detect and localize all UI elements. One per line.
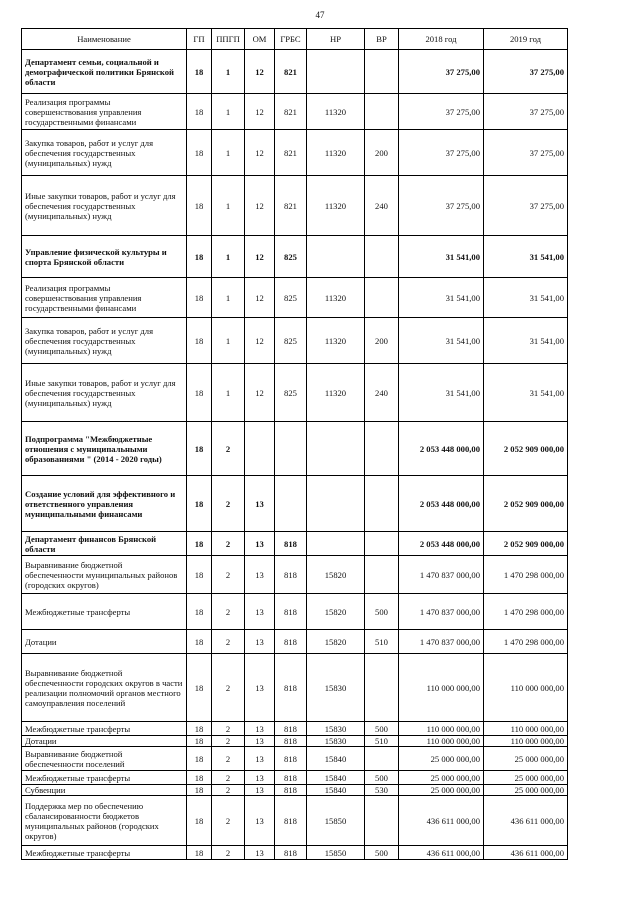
row-om-cell: 13 [245, 785, 275, 796]
row-gp-cell: 18 [187, 846, 212, 860]
row-nr-cell: 11320 [307, 318, 365, 364]
row-vr-cell [365, 747, 399, 771]
table-row [22, 236, 568, 278]
row-2018-cell: 37 275,00 [399, 50, 484, 94]
row-pgp-cell: 2 [212, 846, 245, 860]
row-2018-cell: 31 541,00 [399, 236, 484, 278]
row-grbs-cell: 818 [275, 556, 307, 594]
row-2019-cell: 37 275,00 [484, 50, 568, 94]
row-name-cell: Выравнивание бюджетной обеспеченности поселений [22, 747, 187, 771]
row-vr-cell: 500 [365, 594, 399, 630]
row-gp-cell: 18 [187, 422, 212, 476]
table-row [22, 94, 568, 130]
row-grbs-cell: 818 [275, 654, 307, 722]
row-om-cell: 13 [245, 771, 275, 785]
row-name-cell: Поддержка мер по обеспечению сбалансированности бюджетов муниципальных районов (городских округов) [22, 796, 187, 846]
table-row [22, 476, 568, 532]
row-2018-cell: 2 053 448 000,00 [399, 532, 484, 556]
row-vr-cell: 240 [365, 176, 399, 236]
row-2019-cell: 2 052 909 000,00 [484, 422, 568, 476]
table-row [22, 771, 568, 785]
row-pgp-cell: 1 [212, 236, 245, 278]
row-grbs-cell: 818 [275, 594, 307, 630]
row-vr-cell [365, 422, 399, 476]
row-pgp-cell: 1 [212, 94, 245, 130]
table-row [22, 176, 568, 236]
row-2019-cell: 110 000 000,00 [484, 654, 568, 722]
row-name-cell: Департамент семьи, социальной и демографической политики Брянской области [22, 50, 187, 94]
row-vr-cell [365, 236, 399, 278]
row-gp-cell: 18 [187, 747, 212, 771]
row-vr-cell [365, 50, 399, 94]
row-vr-cell: 240 [365, 364, 399, 422]
row-nr-cell: 15830 [307, 736, 365, 747]
row-nr-cell: 15840 [307, 771, 365, 785]
row-2018-cell: 31 541,00 [399, 318, 484, 364]
row-vr-cell: 500 [365, 722, 399, 736]
row-2019-cell: 2 052 909 000,00 [484, 476, 568, 532]
row-2019-cell: 31 541,00 [484, 364, 568, 422]
row-vr-cell [365, 654, 399, 722]
row-grbs-cell [275, 422, 307, 476]
budget-table [21, 28, 568, 860]
row-nr-cell: 11320 [307, 278, 365, 318]
row-2019-cell: 37 275,00 [484, 130, 568, 176]
row-2018-cell: 436 611 000,00 [399, 796, 484, 846]
table-row [22, 654, 568, 722]
row-nr-cell: 15850 [307, 796, 365, 846]
table-row [22, 50, 568, 94]
row-2019-cell: 37 275,00 [484, 94, 568, 130]
row-gp-cell: 18 [187, 771, 212, 785]
row-vr-cell: 200 [365, 130, 399, 176]
row-gp-cell: 18 [187, 556, 212, 594]
row-om-cell: 12 [245, 364, 275, 422]
row-nr-cell [307, 476, 365, 532]
row-name-cell: Межбюджетные трансферты [22, 594, 187, 630]
row-nr-cell: 11320 [307, 94, 365, 130]
row-om-cell: 12 [245, 94, 275, 130]
row-vr-cell: 500 [365, 846, 399, 860]
table-row [22, 532, 568, 556]
row-grbs-cell: 818 [275, 736, 307, 747]
row-grbs-cell [275, 476, 307, 532]
row-nr-cell [307, 50, 365, 94]
row-vr-cell: 510 [365, 736, 399, 747]
row-pgp-cell: 2 [212, 747, 245, 771]
row-gp-cell: 18 [187, 796, 212, 846]
row-2019-cell: 37 275,00 [484, 176, 568, 236]
row-grbs-cell: 818 [275, 796, 307, 846]
row-om-cell: 13 [245, 654, 275, 722]
row-pgp-cell: 2 [212, 532, 245, 556]
row-om-cell: 13 [245, 796, 275, 846]
page-number: 47 [315, 10, 325, 20]
row-2019-cell: 25 000 000,00 [484, 771, 568, 785]
row-om-cell: 13 [245, 556, 275, 594]
row-vr-cell [365, 532, 399, 556]
row-name-cell: Межбюджетные трансферты [22, 846, 187, 860]
row-gp-cell: 18 [187, 364, 212, 422]
row-vr-cell [365, 556, 399, 594]
row-pgp-cell: 2 [212, 556, 245, 594]
row-gp-cell: 18 [187, 654, 212, 722]
row-grbs-cell: 818 [275, 771, 307, 785]
row-gp-cell: 18 [187, 722, 212, 736]
row-2019-cell: 110 000 000,00 [484, 736, 568, 747]
row-om-cell: 13 [245, 532, 275, 556]
row-2018-cell: 25 000 000,00 [399, 747, 484, 771]
row-2018-cell: 1 470 837 000,00 [399, 594, 484, 630]
row-pgp-cell: 1 [212, 50, 245, 94]
row-2019-cell: 31 541,00 [484, 278, 568, 318]
row-gp-cell: 18 [187, 594, 212, 630]
row-om-cell: 12 [245, 318, 275, 364]
row-nr-cell: 15840 [307, 785, 365, 796]
row-gp-cell: 18 [187, 176, 212, 236]
row-grbs-cell: 818 [275, 722, 307, 736]
row-om-cell: 13 [245, 594, 275, 630]
row-vr-cell [365, 476, 399, 532]
row-grbs-cell: 818 [275, 630, 307, 654]
row-pgp-cell: 2 [212, 654, 245, 722]
row-2019-cell: 436 611 000,00 [484, 796, 568, 846]
header-name: Наименование [22, 29, 187, 50]
row-grbs-cell: 821 [275, 176, 307, 236]
row-grbs-cell: 821 [275, 94, 307, 130]
row-2018-cell: 25 000 000,00 [399, 785, 484, 796]
row-gp-cell: 18 [187, 50, 212, 94]
row-2018-cell: 1 470 837 000,00 [399, 630, 484, 654]
row-name-cell: Закупка товаров, работ и услуг для обеспечения государственных (муниципальных) нужд [22, 130, 187, 176]
row-name-cell: Реализация программы совершенствования управления государственными финансами [22, 94, 187, 130]
row-gp-cell: 18 [187, 630, 212, 654]
table-row [22, 556, 568, 594]
table-header-row [22, 29, 568, 50]
header-om: ОМ [245, 29, 275, 50]
row-pgp-cell: 1 [212, 176, 245, 236]
row-grbs-cell: 825 [275, 364, 307, 422]
row-pgp-cell: 2 [212, 594, 245, 630]
row-vr-cell: 530 [365, 785, 399, 796]
row-om-cell: 12 [245, 176, 275, 236]
row-om-cell: 13 [245, 630, 275, 654]
row-om-cell: 12 [245, 278, 275, 318]
row-grbs-cell: 825 [275, 278, 307, 318]
row-2019-cell: 25 000 000,00 [484, 747, 568, 771]
row-2019-cell: 1 470 298 000,00 [484, 630, 568, 654]
row-2018-cell: 37 275,00 [399, 176, 484, 236]
row-pgp-cell: 1 [212, 130, 245, 176]
row-name-cell: Выравнивание бюджетной обеспеченности городских округов в части реализации полномочий органов местного самоуправления поселений [22, 654, 187, 722]
row-2018-cell: 436 611 000,00 [399, 846, 484, 860]
row-nr-cell [307, 532, 365, 556]
row-2018-cell: 1 470 837 000,00 [399, 556, 484, 594]
row-om-cell: 13 [245, 747, 275, 771]
row-2019-cell: 110 000 000,00 [484, 722, 568, 736]
row-pgp-cell: 2 [212, 422, 245, 476]
row-pgp-cell: 2 [212, 796, 245, 846]
row-vr-cell: 200 [365, 318, 399, 364]
row-name-cell: Дотации [22, 736, 187, 747]
row-nr-cell [307, 236, 365, 278]
row-vr-cell [365, 94, 399, 130]
row-nr-cell: 11320 [307, 364, 365, 422]
row-2019-cell: 436 611 000,00 [484, 846, 568, 860]
row-om-cell: 13 [245, 736, 275, 747]
row-pgp-cell: 2 [212, 630, 245, 654]
row-2018-cell: 37 275,00 [399, 130, 484, 176]
table-row [22, 318, 568, 364]
row-2018-cell: 110 000 000,00 [399, 654, 484, 722]
row-name-cell: Иные закупки товаров, работ и услуг для обеспечения государственных (муниципальных) нужд [22, 176, 187, 236]
row-grbs-cell: 825 [275, 318, 307, 364]
table-row [22, 785, 568, 796]
row-nr-cell: 15830 [307, 722, 365, 736]
row-name-cell: Управление физической культуры и спорта Брянской области [22, 236, 187, 278]
row-2019-cell: 2 052 909 000,00 [484, 532, 568, 556]
row-grbs-cell: 821 [275, 130, 307, 176]
table-row [22, 364, 568, 422]
row-nr-cell: 15820 [307, 594, 365, 630]
table-row [22, 630, 568, 654]
row-om-cell: 13 [245, 722, 275, 736]
row-pgp-cell: 1 [212, 364, 245, 422]
row-vr-cell [365, 278, 399, 318]
table-row [22, 747, 568, 771]
row-2018-cell: 31 541,00 [399, 278, 484, 318]
row-2018-cell: 2 053 448 000,00 [399, 476, 484, 532]
row-2018-cell: 37 275,00 [399, 94, 484, 130]
header-2019: 2019 год [484, 29, 568, 50]
row-om-cell: 12 [245, 130, 275, 176]
row-2019-cell: 31 541,00 [484, 318, 568, 364]
row-gp-cell: 18 [187, 130, 212, 176]
row-gp-cell: 18 [187, 736, 212, 747]
row-grbs-cell: 825 [275, 236, 307, 278]
row-gp-cell: 18 [187, 236, 212, 278]
row-2019-cell: 1 470 298 000,00 [484, 594, 568, 630]
row-nr-cell: 15850 [307, 846, 365, 860]
row-grbs-cell: 818 [275, 846, 307, 860]
row-om-cell [245, 422, 275, 476]
row-pgp-cell: 2 [212, 476, 245, 532]
row-grbs-cell: 818 [275, 785, 307, 796]
row-name-cell: Закупка товаров, работ и услуг для обеспечения государственных (муниципальных) нужд [22, 318, 187, 364]
header-gp: ГП [187, 29, 212, 50]
row-pgp-cell: 2 [212, 771, 245, 785]
row-name-cell: Подпрограмма "Межбюджетные отношения с муниципальными образованиями " (2014 - 2020 годы) [22, 422, 187, 476]
row-gp-cell: 18 [187, 476, 212, 532]
row-2019-cell: 31 541,00 [484, 236, 568, 278]
table-row [22, 736, 568, 747]
row-gp-cell: 18 [187, 785, 212, 796]
row-vr-cell [365, 796, 399, 846]
row-gp-cell: 18 [187, 318, 212, 364]
row-pgp-cell: 1 [212, 278, 245, 318]
row-name-cell: Межбюджетные трансферты [22, 722, 187, 736]
row-pgp-cell: 2 [212, 785, 245, 796]
row-om-cell: 13 [245, 846, 275, 860]
row-name-cell: Создание условий для эффективного и ответственного управления муниципальными финансами [22, 476, 187, 532]
row-nr-cell [307, 422, 365, 476]
row-name-cell: Субвенции [22, 785, 187, 796]
row-2019-cell: 25 000 000,00 [484, 785, 568, 796]
row-2018-cell: 31 541,00 [399, 364, 484, 422]
table-body [22, 50, 568, 860]
header-2018: 2018 год [399, 29, 484, 50]
row-nr-cell: 15820 [307, 556, 365, 594]
row-nr-cell: 15830 [307, 654, 365, 722]
row-name-cell: Иные закупки товаров, работ и услуг для обеспечения государственных (муниципальных) нужд [22, 364, 187, 422]
table-row [22, 130, 568, 176]
row-2018-cell: 110 000 000,00 [399, 736, 484, 747]
row-vr-cell: 510 [365, 630, 399, 654]
row-2018-cell: 2 053 448 000,00 [399, 422, 484, 476]
header-nr: НР [307, 29, 365, 50]
row-2018-cell: 25 000 000,00 [399, 771, 484, 785]
row-nr-cell: 11320 [307, 176, 365, 236]
row-nr-cell: 15820 [307, 630, 365, 654]
row-pgp-cell: 2 [212, 736, 245, 747]
row-grbs-cell: 818 [275, 532, 307, 556]
row-gp-cell: 18 [187, 94, 212, 130]
header-grbs: ГРБС [275, 29, 307, 50]
row-gp-cell: 18 [187, 532, 212, 556]
row-nr-cell: 15840 [307, 747, 365, 771]
row-gp-cell: 18 [187, 278, 212, 318]
table-row [22, 846, 568, 860]
row-grbs-cell: 821 [275, 50, 307, 94]
table-row [22, 278, 568, 318]
row-name-cell: Реализация программы совершенствования управления государственными финансами [22, 278, 187, 318]
row-grbs-cell: 818 [275, 747, 307, 771]
row-name-cell: Дотации [22, 630, 187, 654]
table-row [22, 422, 568, 476]
table-row [22, 722, 568, 736]
table-row [22, 796, 568, 846]
row-om-cell: 12 [245, 50, 275, 94]
row-name-cell: Департамент финансов Брянской области [22, 532, 187, 556]
row-om-cell: 12 [245, 236, 275, 278]
row-vr-cell: 500 [365, 771, 399, 785]
row-pgp-cell: 2 [212, 722, 245, 736]
row-om-cell: 13 [245, 476, 275, 532]
row-name-cell: Межбюджетные трансферты [22, 771, 187, 785]
row-nr-cell: 11320 [307, 130, 365, 176]
row-pgp-cell: 1 [212, 318, 245, 364]
header-vr: ВР [365, 29, 399, 50]
row-name-cell: Выравнивание бюджетной обеспеченности муниципальных районов (городских округов) [22, 556, 187, 594]
row-2018-cell: 110 000 000,00 [399, 722, 484, 736]
table-row [22, 594, 568, 630]
row-2019-cell: 1 470 298 000,00 [484, 556, 568, 594]
header-pgp: ППГП [212, 29, 245, 50]
